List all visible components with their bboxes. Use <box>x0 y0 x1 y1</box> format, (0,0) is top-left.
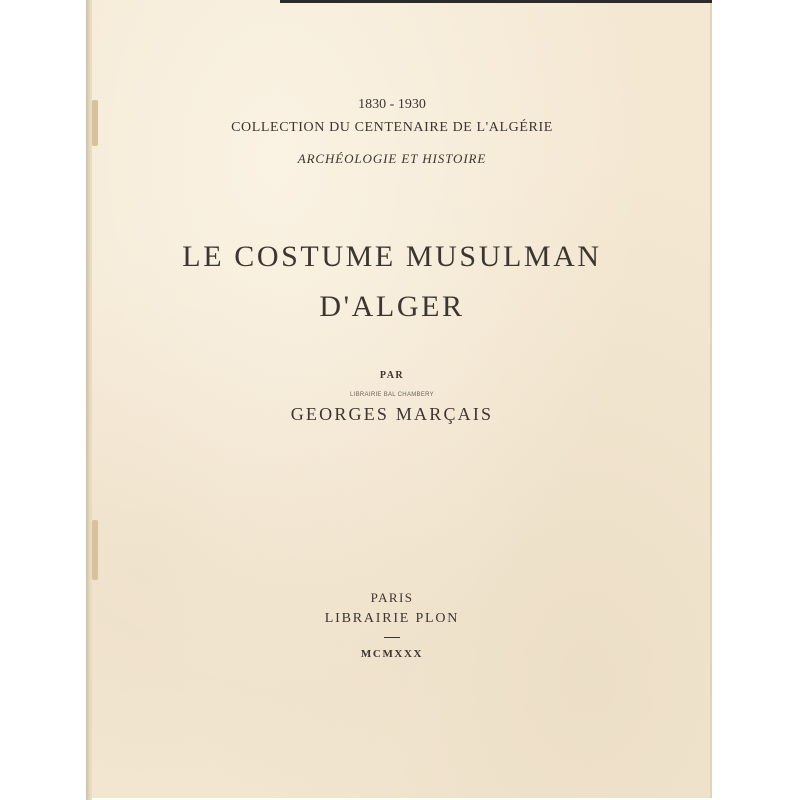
publisher-name: LIBRAIRIE PLON <box>324 611 460 626</box>
by-label: PAR <box>379 370 405 381</box>
bookseller-stamp: LIBRAIRIE BAL CHAMBERY <box>350 392 434 398</box>
author-name: GEORGES MARÇAIS <box>290 404 494 424</box>
publication-date: MCMXXX <box>360 648 424 660</box>
cover-edge-wear <box>92 520 98 580</box>
imprint-divider <box>384 637 400 638</box>
collection-name: COLLECTION DU CENTENAIRE DE L'ALGÉRIE <box>231 120 553 135</box>
series-years: 1830 - 1930 <box>358 97 426 112</box>
collection-subject: ARCHÉOLOGIE ET HISTOIRE <box>297 151 487 166</box>
book-title-line-1: LE COSTUME MUSULMAN <box>182 240 602 273</box>
book-title-line-2: D'ALGER <box>319 290 465 323</box>
cover-top-edge <box>280 0 712 3</box>
publisher-city: PARIS <box>370 590 414 605</box>
